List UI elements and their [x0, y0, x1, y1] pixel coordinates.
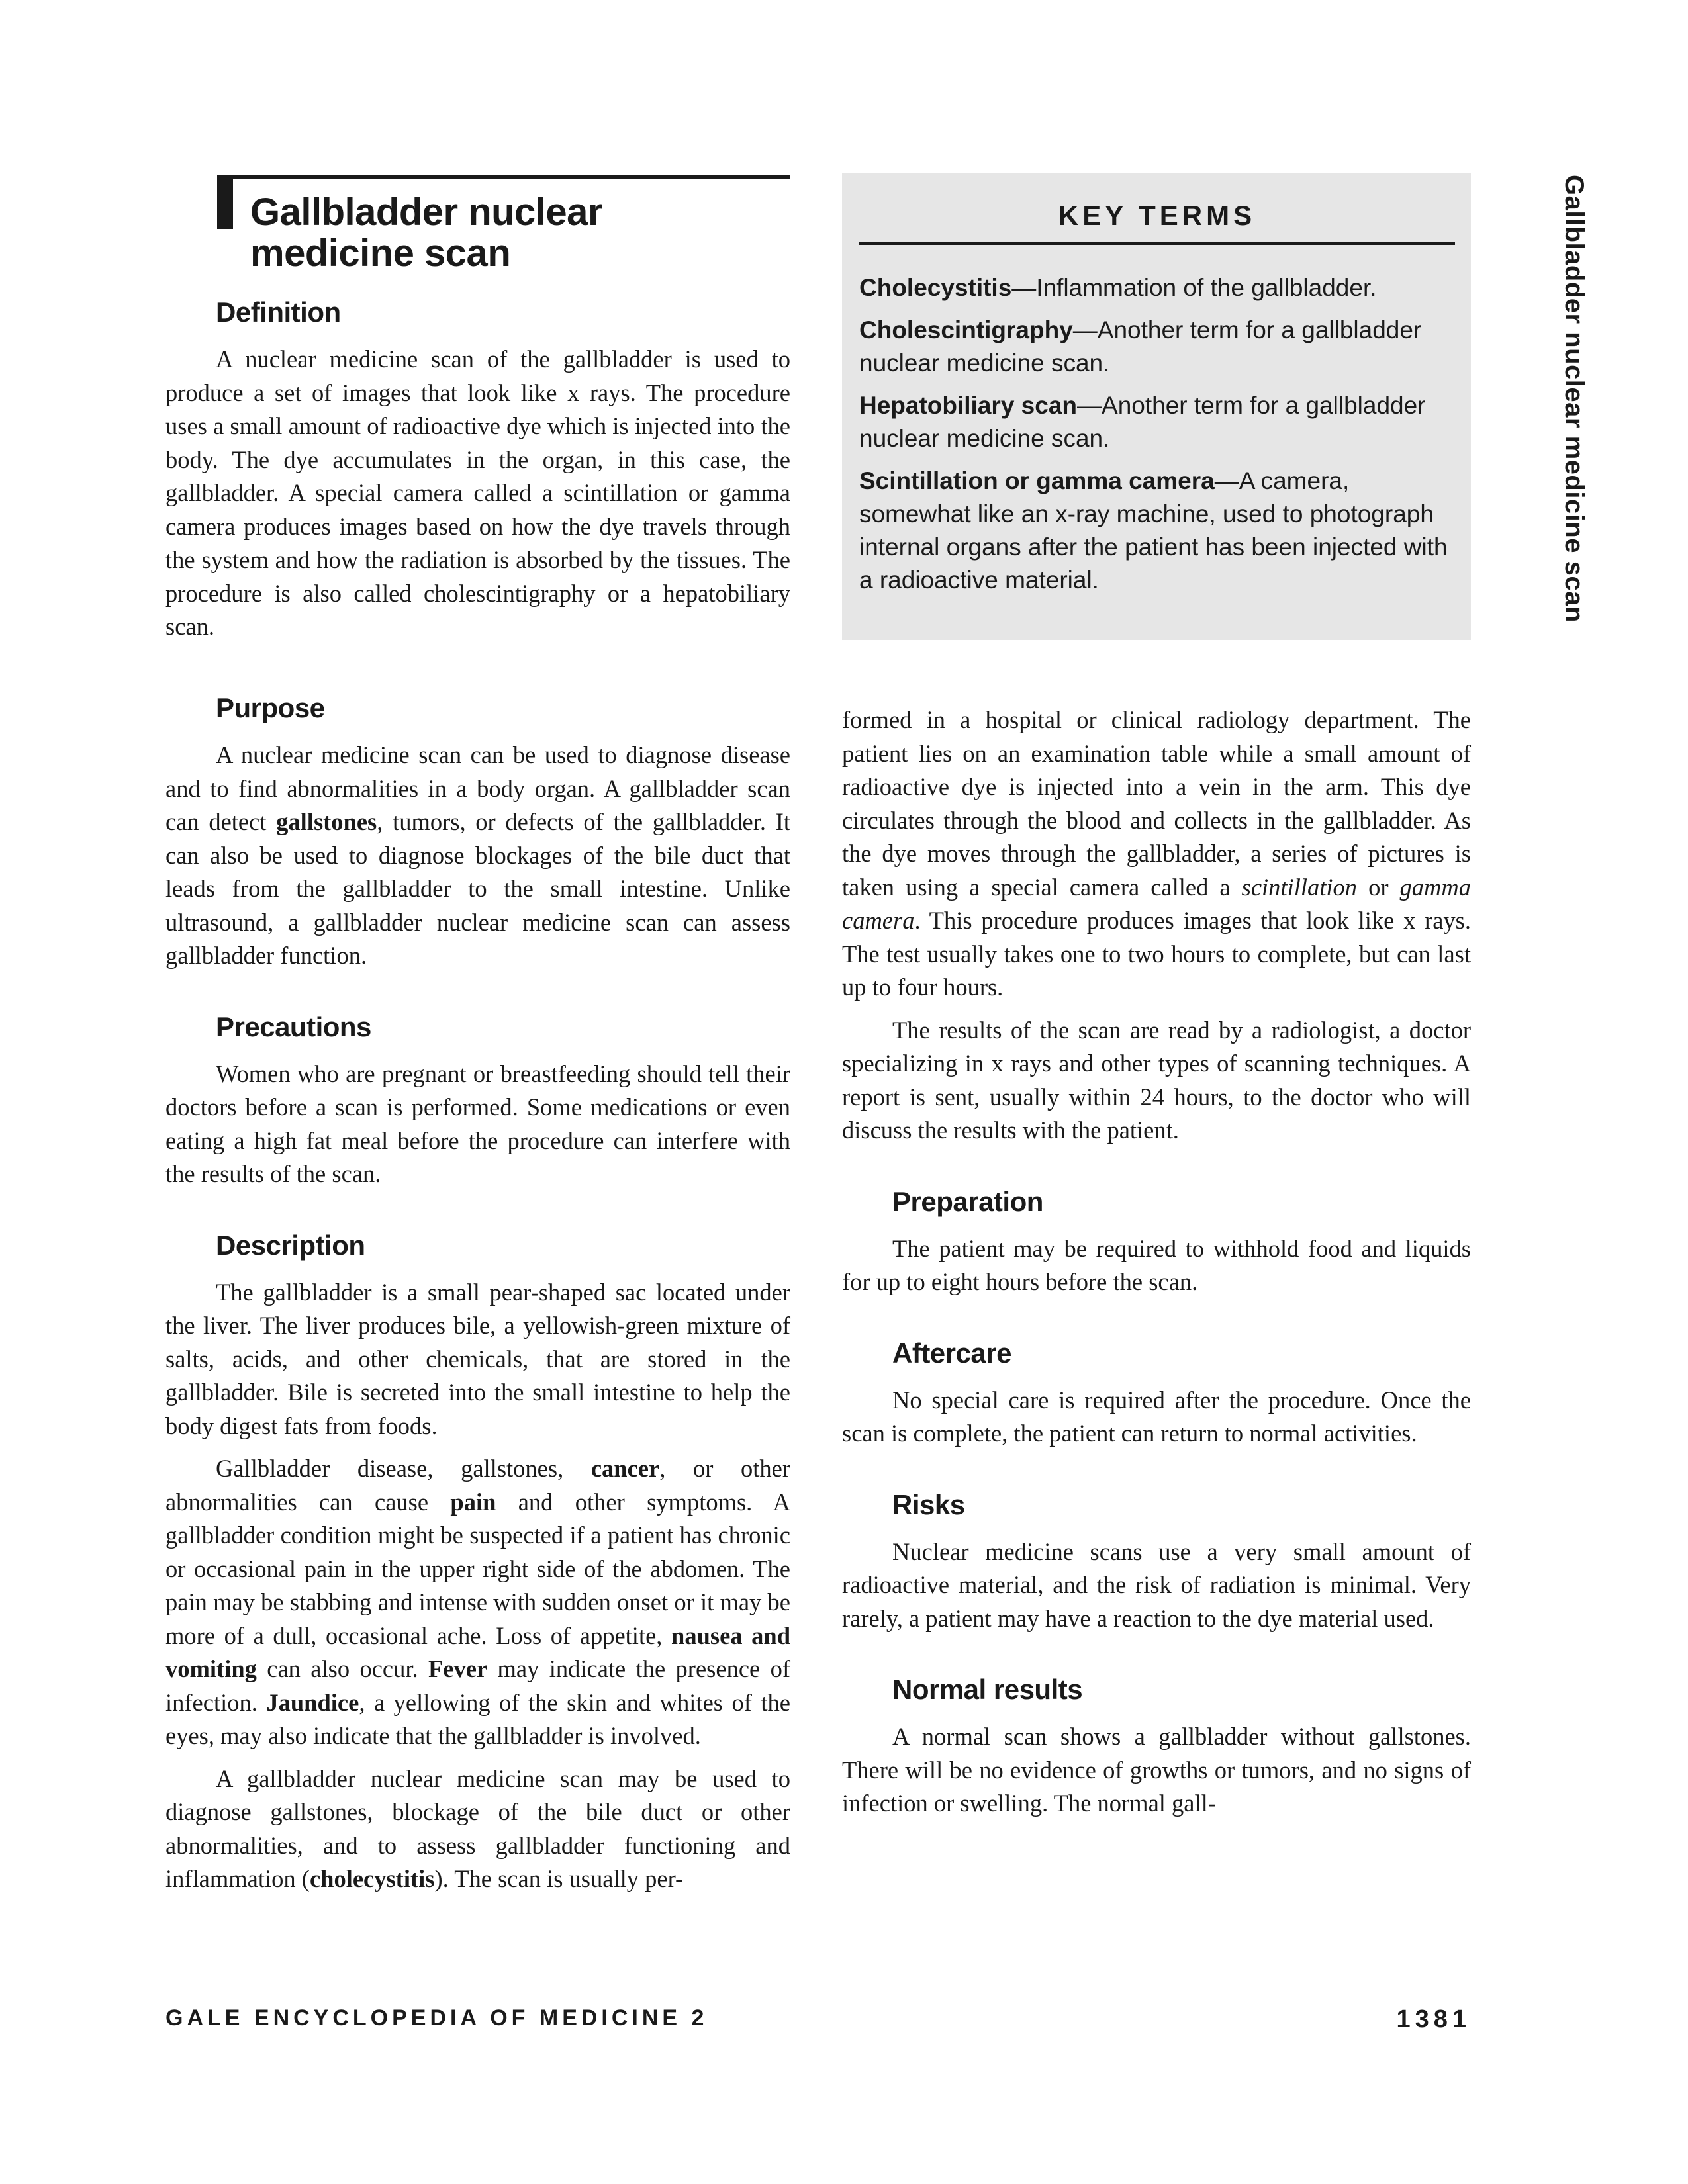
key-terms-rule — [859, 242, 1455, 245]
description-paragraph-5: The results of the scan are read by a radiologist, a doctor specializing in x rays and other types of scanning techniques. A report is sent, usually within 24 hours, to the doctor who will discuss the results with the patient. — [842, 1016, 1471, 1144]
normal-results-heading: Normal results — [892, 1674, 1083, 1705]
normal-results-paragraph: A normal scan shows a gallbladder without gallstones. There will be no evidence of growths or tumors, and no signs of infection or swelling. The normal gall- — [842, 1723, 1471, 1817]
key-term: Cholecystitis — [859, 274, 1012, 301]
precautions-section — [165, 1011, 790, 1191]
key-term-item — [859, 389, 1455, 455]
purpose-section — [165, 692, 790, 973]
term-cancer: cancer — [590, 1455, 660, 1482]
key-term-definition: —A camera, somewhat like an x-ray machine, used to photograph internal organs after the patient has been injected with a radioactive material. — [859, 467, 1448, 594]
entry-title-line2: medicine scan — [250, 232, 511, 275]
term-gallstones: gallstones — [276, 808, 377, 835]
description-section — [165, 1230, 790, 1896]
term-cholecystitis: cholecystitis — [309, 1865, 435, 1892]
preparation-heading: Preparation — [892, 1185, 1043, 1217]
right-column — [842, 704, 1471, 1821]
key-term-item — [859, 465, 1455, 597]
title-bar-marker — [217, 175, 233, 229]
risks-heading: Risks — [892, 1488, 965, 1520]
key-term: Scintillation or gamma camera — [859, 467, 1215, 494]
purpose-paragraph: A nuclear medicine scan can be used to diagnose disease and to find abnormalities in a body organ. A gallbladder scan can detect gallstones, tumors, or defects of the gallbladder. It can also be used to diagnose blockages of the bile duct that leads from the gallbladder to the small intestine. Unlike ultrasound, a gallbladder nuclear medicine scan can assess gallbladder function. — [165, 741, 790, 969]
term-nausea-vomiting: nausea and vomiting — [165, 1621, 790, 1682]
purpose-heading: Purpose — [216, 692, 325, 723]
description-paragraph-1: The gallbladder is a small pear-shaped sac located under the liver. The liver produces bile, a yellowish-green mixture of salts, acids, and other chemicals, that are stored in the gallbladder. Bile is secreted into the small intestine to help the body digest fats from foods. — [165, 1278, 790, 1439]
aftercare-heading: Aftercare — [892, 1337, 1011, 1369]
key-term: Cholescintigraphy — [859, 316, 1073, 343]
footer-publication: GALE ENCYCLOPEDIA OF MEDICINE 2 — [165, 2005, 708, 2030]
description-paragraph-3: A gallbladder nuclear medicine scan may be used to diagnose gallstones, blockage of the bile duct or other abnormalities, and to assess gallbladder functioning and inflammation (cholecystitis). The scan is usually per- — [165, 1764, 790, 1892]
key-term-item — [859, 314, 1455, 380]
risks-section — [842, 1489, 1471, 1636]
entry-title-line1: Gallbladder nuclear — [250, 191, 603, 234]
entry-title — [250, 192, 780, 274]
key-term: Hepatobiliary scan — [859, 392, 1078, 419]
term-pain: pain — [450, 1488, 496, 1516]
term-gamma-camera: gamma camera — [842, 873, 1472, 934]
title-rule — [217, 175, 790, 179]
definition-paragraph: A nuclear medicine scan of the gallbladder is used to produce a set of images that look like x rays. The procedure uses a small amount of radioactive dye which is injected into the body. The dye accumulates in the organ, in this case, the gallbladder. A special camera called a scintillation or gamma camera produces images based on how the dye travels through the system and how the radiation is absorbed by the tissues. The procedure is also called cholescintigraphy or a hepatobiliary scan. — [165, 345, 790, 640]
key-term-definition: —Another term for a gallbladder nuclear medicine scan. — [859, 316, 1422, 377]
definition-section — [165, 296, 790, 644]
precautions-heading: Precautions — [216, 1011, 371, 1042]
key-terms-box — [842, 173, 1471, 640]
key-term-definition: —Another term for a gallbladder nuclear medicine scan. — [859, 392, 1426, 452]
aftercare-section — [842, 1338, 1471, 1451]
definition-heading: Definition — [216, 296, 341, 328]
page-number: 1381 — [1396, 2005, 1471, 2033]
precautions-paragraph: Women who are pregnant or breastfeeding should tell their doctors before a scan is performed. Some medications or even eating a high fat meal before the procedure can interfere with the results of the scan. — [165, 1060, 790, 1187]
running-head: Gallbladder nuclear medicine scan — [1560, 175, 1589, 623]
description-paragraph-4: formed in a hospital or clinical radiology department. The patient lies on an examination table while a small amount of radioactive dye is injected into a vein in the arm. This dye circulates through the blood and collects in the gallbladder. As the dye moves through the gallbladder, a series of pictures is taken using a special camera called a scintillation or gamma camera. This procedure produces images that look like x rays. The test usually takes one to two hours to complete, but can last up to four hours. — [842, 706, 1472, 1001]
key-term-definition: —Inflammation of the gallbladder. — [1011, 274, 1377, 301]
key-term-item — [859, 271, 1455, 304]
term-jaundice: Jaundice — [266, 1688, 359, 1716]
key-terms-title: KEY TERMS — [1058, 200, 1256, 231]
risks-paragraph: Nuclear medicine scans use a very small amount of radioactive material, and the risk of radiation is minimal. Very rarely, a patient may have a reaction to the dye material used. — [842, 1537, 1471, 1632]
left-column — [165, 692, 790, 1896]
description-paragraph-2: Gallbladder disease, gallstones, cancer, or other abnormalities can cause pain and other symptoms. A gallbladder condition might be suspected if a patient has chronic or occasional pain in the upper right side of the abdomen. The pain may be stabbing and intense with sudden onset or it may be more of a dull, occasional ache. Loss of appetite, nausea and vomiting can also occur. Fever may indicate the presence of infection. Jaundice, a yellowing of the skin and whites of the eyes, may also indicate that the gallbladder is involved. — [165, 1455, 791, 1749]
description-heading: Description — [216, 1229, 365, 1261]
term-fever: Fever — [428, 1655, 488, 1682]
normal-results-section — [842, 1674, 1471, 1821]
preparation-section — [842, 1186, 1471, 1299]
term-scintillation: scintillation — [1241, 873, 1358, 901]
key-terms-list — [859, 271, 1455, 606]
aftercare-paragraph: No special care is required after the procedure. Once the scan is complete, the patient can return to normal activities. — [842, 1386, 1471, 1447]
preparation-paragraph: The patient may be required to withhold food and liquids for up to eight hours before the scan. — [842, 1234, 1471, 1295]
